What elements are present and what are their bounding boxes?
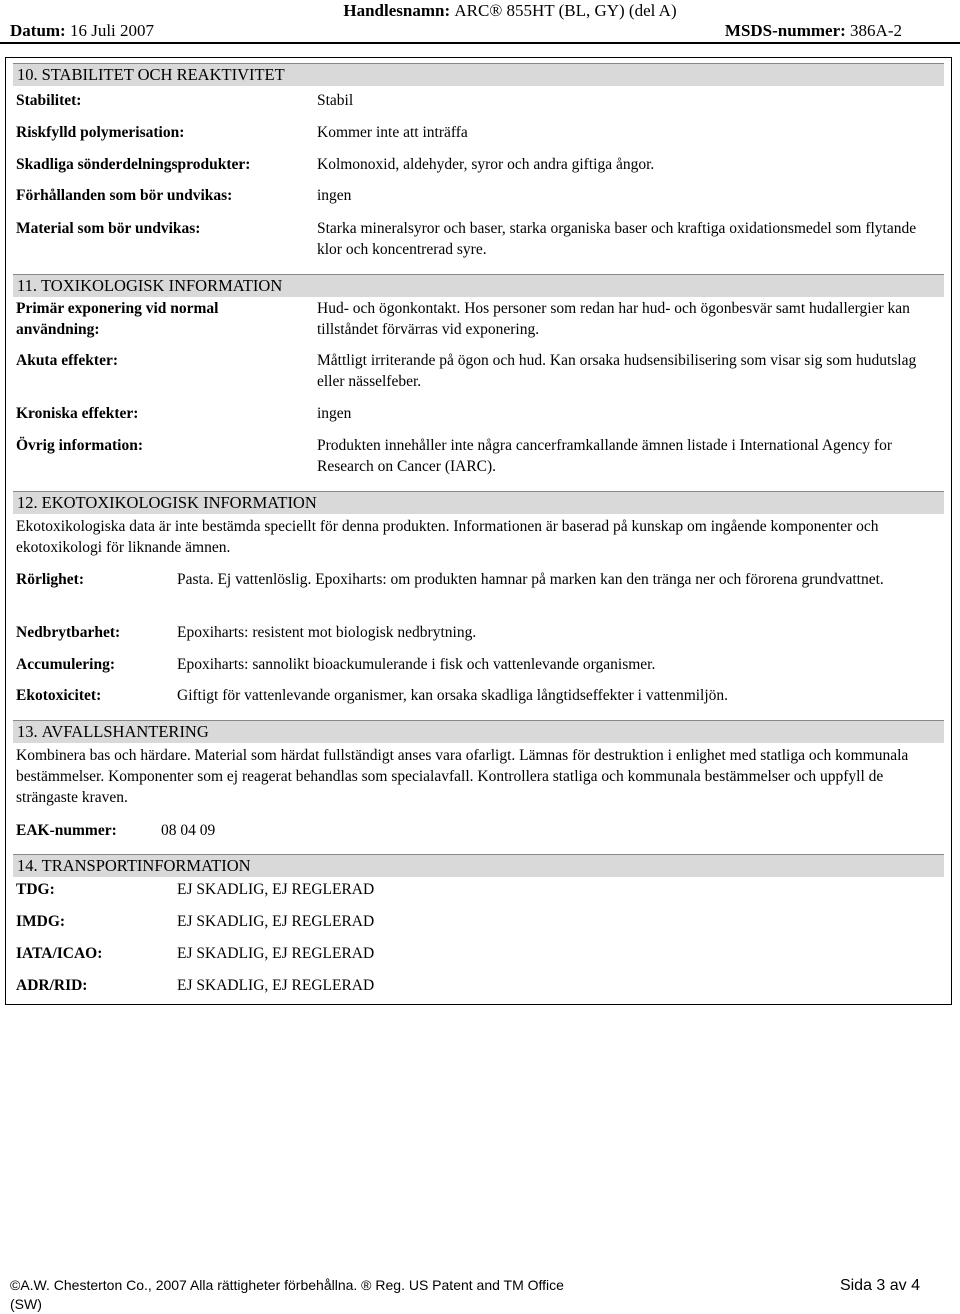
product-value: ARC® 855HT (BL, GY) (del A)	[454, 1, 677, 20]
label-eak: EAK-nummer:	[16, 822, 117, 839]
section-12-heading	[13, 491, 944, 514]
msds-number	[725, 20, 902, 41]
value-chronic-effects: ingen	[317, 405, 352, 422]
value-tdg: EJ SKADLIG, EJ REGLERAD	[177, 881, 375, 898]
value-materials: Starka mineralsyror och baser, starka organiska baser och kraftiga oxidationsmedel som flytande klor och koncentrerad syre.	[317, 220, 917, 258]
value-mobility: Pasta. Ej vattenlöslig. Epoxiharts: om produkten hamnar på marken kan den tränga ner och förorena grundvattnet.	[177, 571, 884, 588]
msds-label: MSDS-nummer:	[724, 21, 846, 40]
value-conditions: ingen	[317, 187, 352, 204]
section-title: EKOTOXIKOLOGISK INFORMATION	[41, 493, 317, 512]
section-number: 10.	[17, 65, 38, 84]
ecotox-intro: Ekotoxikologiska data är inte bestämda speciellt för denna produkten. Informationen är baserad på kunskap om ingående komponenter och ekotoxikologi för liknande ämnen.	[16, 518, 879, 556]
section-13-heading	[13, 720, 944, 743]
section-number: 14.	[17, 856, 38, 875]
section-number: 13.	[17, 722, 38, 741]
section-title: TRANSPORTINFORMATION	[41, 856, 251, 875]
value-imdg: EJ SKADLIG, EJ REGLERAD	[177, 913, 375, 930]
section-11-heading	[13, 274, 944, 297]
copyright-text: ©A.W. Chesterton Co., 2007 Alla rättigheter förbehållna. ® Reg. US Patent and TM Office	[10, 1277, 564, 1293]
section-title: STABILITET OCH REAKTIVITET	[41, 65, 285, 84]
label-accumulation: Accumulering:	[16, 656, 116, 673]
disposal-text: Kombinera bas och härdare. Material som härdat fullständigt anses vara ofarligt. Lämnas för destruktion i enlighet med statliga och kommunala bestämmelser. Komponenter som ej reagerat behandlas som specialavfall. Kontrollera statliga och kommunala bestämmelser och uppfyll de strängaste kraven.	[16, 747, 909, 806]
value-accumulation: Epoxiharts: sannolikt bioackumulerande i fisk och vattenlevande organismer.	[177, 656, 656, 673]
label-conditions: Förhållanden som bör undvikas:	[16, 187, 233, 204]
header-divider	[0, 42, 960, 44]
value-eak: 08 04 09	[161, 822, 216, 839]
value-ecotoxicity: Giftigt för vattenlevande organismer, kan orsaka skadliga långtidseffekter i vattenmiljön.	[177, 687, 729, 704]
label-mobility: Rörlighet:	[16, 571, 85, 588]
label-imdg: IMDG:	[16, 913, 66, 930]
label-acute-effects: Akuta effekter:	[16, 352, 119, 369]
value-acute-effects: Måttligt irriterande på ögon och hud. Kan orsaka hudsensibilisering som visar sig som hudutslag eller nässelfeber.	[317, 352, 917, 390]
product-label: Handlesnamn:	[343, 1, 451, 20]
value-other-info: Produkten innehåller inte några cancerframkallande ämnen listade i International Agency for Research on Cancer (IARC).	[317, 437, 892, 475]
label-stability: Stabilitet:	[16, 92, 82, 109]
label-polymerisation: Riskfylld polymerisation:	[16, 124, 185, 141]
page-footer	[10, 1276, 920, 1314]
product-name	[0, 0, 960, 21]
section-10-heading	[13, 63, 944, 86]
msds-value: 386A-2	[850, 21, 902, 40]
value-degradability: Epoxiharts: resistent mot biologisk nedbrytning.	[177, 624, 477, 641]
label-primary-exposure: Primär exponering vid normal användning:	[16, 300, 219, 338]
value-primary-exposure: Hud- och ögonkontakt. Hos personer som redan har hud- och ögonbesvär samt hudallergier kan tillståndet förvärras vid exponering.	[317, 300, 910, 338]
value-decomposition: Kolmonoxid, aldehyder, syror och andra giftiga ångor.	[317, 156, 655, 173]
value-adr: EJ SKADLIG, EJ REGLERAD	[177, 977, 375, 994]
date-label: Datum:	[10, 21, 66, 40]
section-title: TOXIKOLOGISK INFORMATION	[41, 276, 283, 295]
label-other-info: Övrig information:	[16, 437, 143, 454]
value-polymerisation: Kommer inte att inträffa	[317, 124, 468, 141]
page-header	[0, 0, 960, 44]
label-tdg: TDG:	[16, 881, 55, 898]
label-materials: Material som bör undvikas:	[16, 220, 201, 237]
page-number: Sida 3 av 4	[839, 1277, 920, 1294]
section-number: 11.	[17, 276, 38, 295]
label-decomposition: Skadliga sönderdelningsprodukter:	[16, 156, 251, 173]
value-iata: EJ SKADLIG, EJ REGLERAD	[177, 945, 375, 962]
document-frame	[5, 57, 952, 1005]
document-date	[10, 20, 154, 41]
label-iata: IATA/ICAO:	[16, 945, 103, 962]
section-14-heading	[13, 854, 944, 877]
label-adr: ADR/RID:	[16, 977, 88, 994]
value-stability: Stabil	[317, 92, 354, 109]
section-number: 12.	[17, 493, 38, 512]
label-chronic-effects: Kroniska effekter:	[16, 405, 139, 422]
language-code: (SW)	[10, 1296, 42, 1312]
section-title: AVFALLSHANTERING	[41, 722, 209, 741]
label-degradability: Nedbrytbarhet:	[16, 624, 121, 641]
label-ecotoxicity: Ekotoxicitet:	[16, 687, 102, 704]
date-value: 16 Juli 2007	[69, 21, 155, 40]
